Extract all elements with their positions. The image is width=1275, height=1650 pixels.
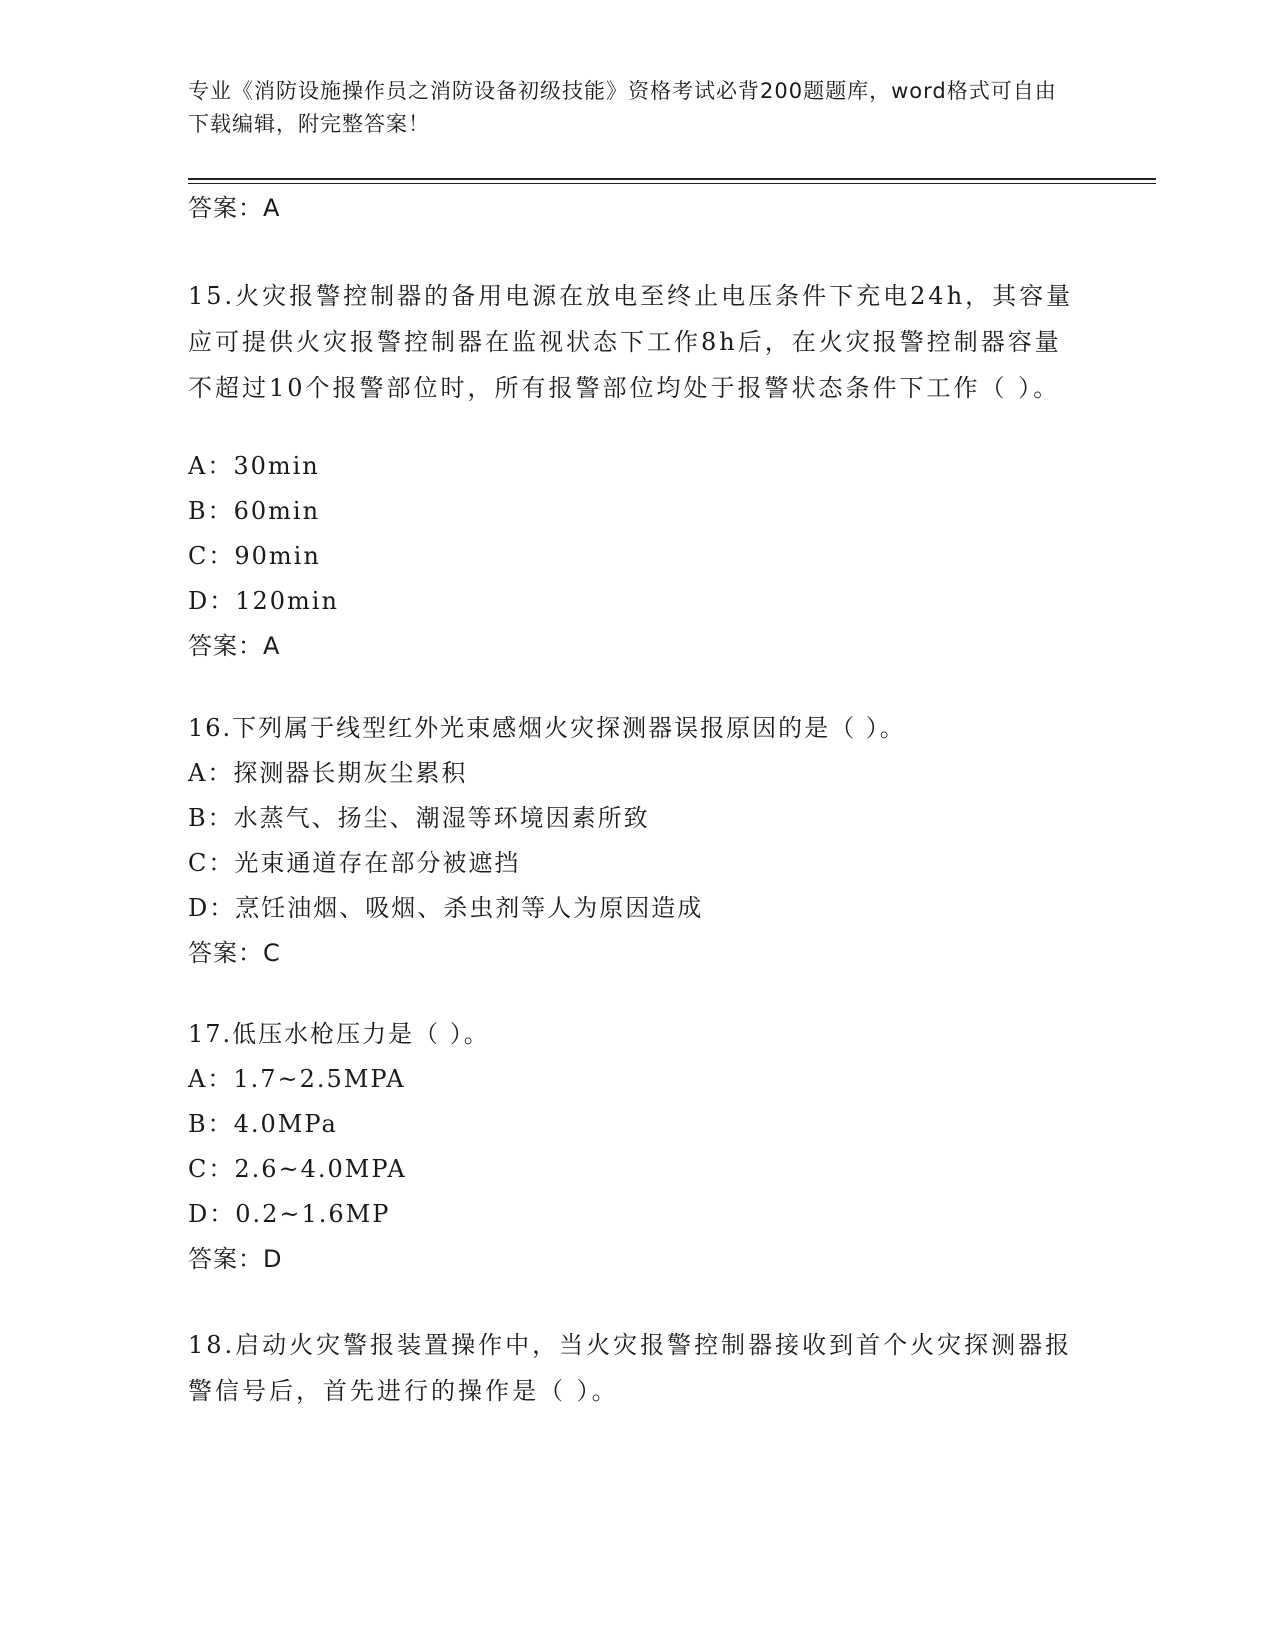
header-divider xyxy=(188,178,1156,180)
question-16-stem: 16.下列属于线型红外光束感烟火灾探测器误报原因的是（ ）。 xyxy=(188,714,906,742)
question-16-option-c: C：光束通道存在部分被遮挡 xyxy=(188,849,521,877)
header-divider-thin xyxy=(188,183,1156,184)
question-16-option-d: D：烹饪油烟、吸烟、杀虫剂等人为原因造成 xyxy=(188,894,704,922)
question-15-option-a: A：30min xyxy=(188,452,320,480)
question-17-option-b: B：4.0MPa xyxy=(188,1110,338,1138)
question-15-option-b: B：60min xyxy=(188,497,321,525)
question-15-stem: 15.火灾报警控制器的备用电源在放电至终止电压条件下充电24h，其容量应可提供火灾报警控制器在监视状态下工作8h后，在火灾报警控制器容量不超过10个报警部位时，所有报警部位均处于报警状态条件下工作（ ）。 xyxy=(188,282,1074,402)
question-16-option-a: A：探测器长期灰尘累积 xyxy=(188,759,468,787)
document-header: 专业《消防设施操作员之消防设备初级技能》资格考试必背200题题库，word格式可自由下载编辑，附完整答案！ xyxy=(188,79,1057,136)
question-17-option-d: D：0.2~1.6MP xyxy=(188,1200,391,1228)
question-17-option-c: C：2.6~4.0MPA xyxy=(188,1155,407,1183)
question-16-answer: 答案：C xyxy=(188,939,281,967)
previous-answer: 答案：A xyxy=(188,194,281,222)
question-15-option-d: D：120min xyxy=(188,587,339,615)
question-17-option-a: A：1.7~2.5MPA xyxy=(188,1065,406,1093)
question-16-option-b: B：水蒸气、扬尘、潮湿等环境因素所致 xyxy=(188,804,650,832)
question-18-stem: 18.启动火灾警报装置操作中，当火灾报警控制器接收到首个火灾探测器报警信号后，首先进行的操作是（ ）。 xyxy=(188,1331,1073,1405)
question-17-stem: 17.低压水枪压力是（ ）。 xyxy=(188,1020,490,1048)
question-15-option-c: C：90min xyxy=(188,542,321,570)
question-15-answer: 答案：A xyxy=(188,632,281,660)
question-17-answer: 答案：D xyxy=(188,1245,283,1273)
